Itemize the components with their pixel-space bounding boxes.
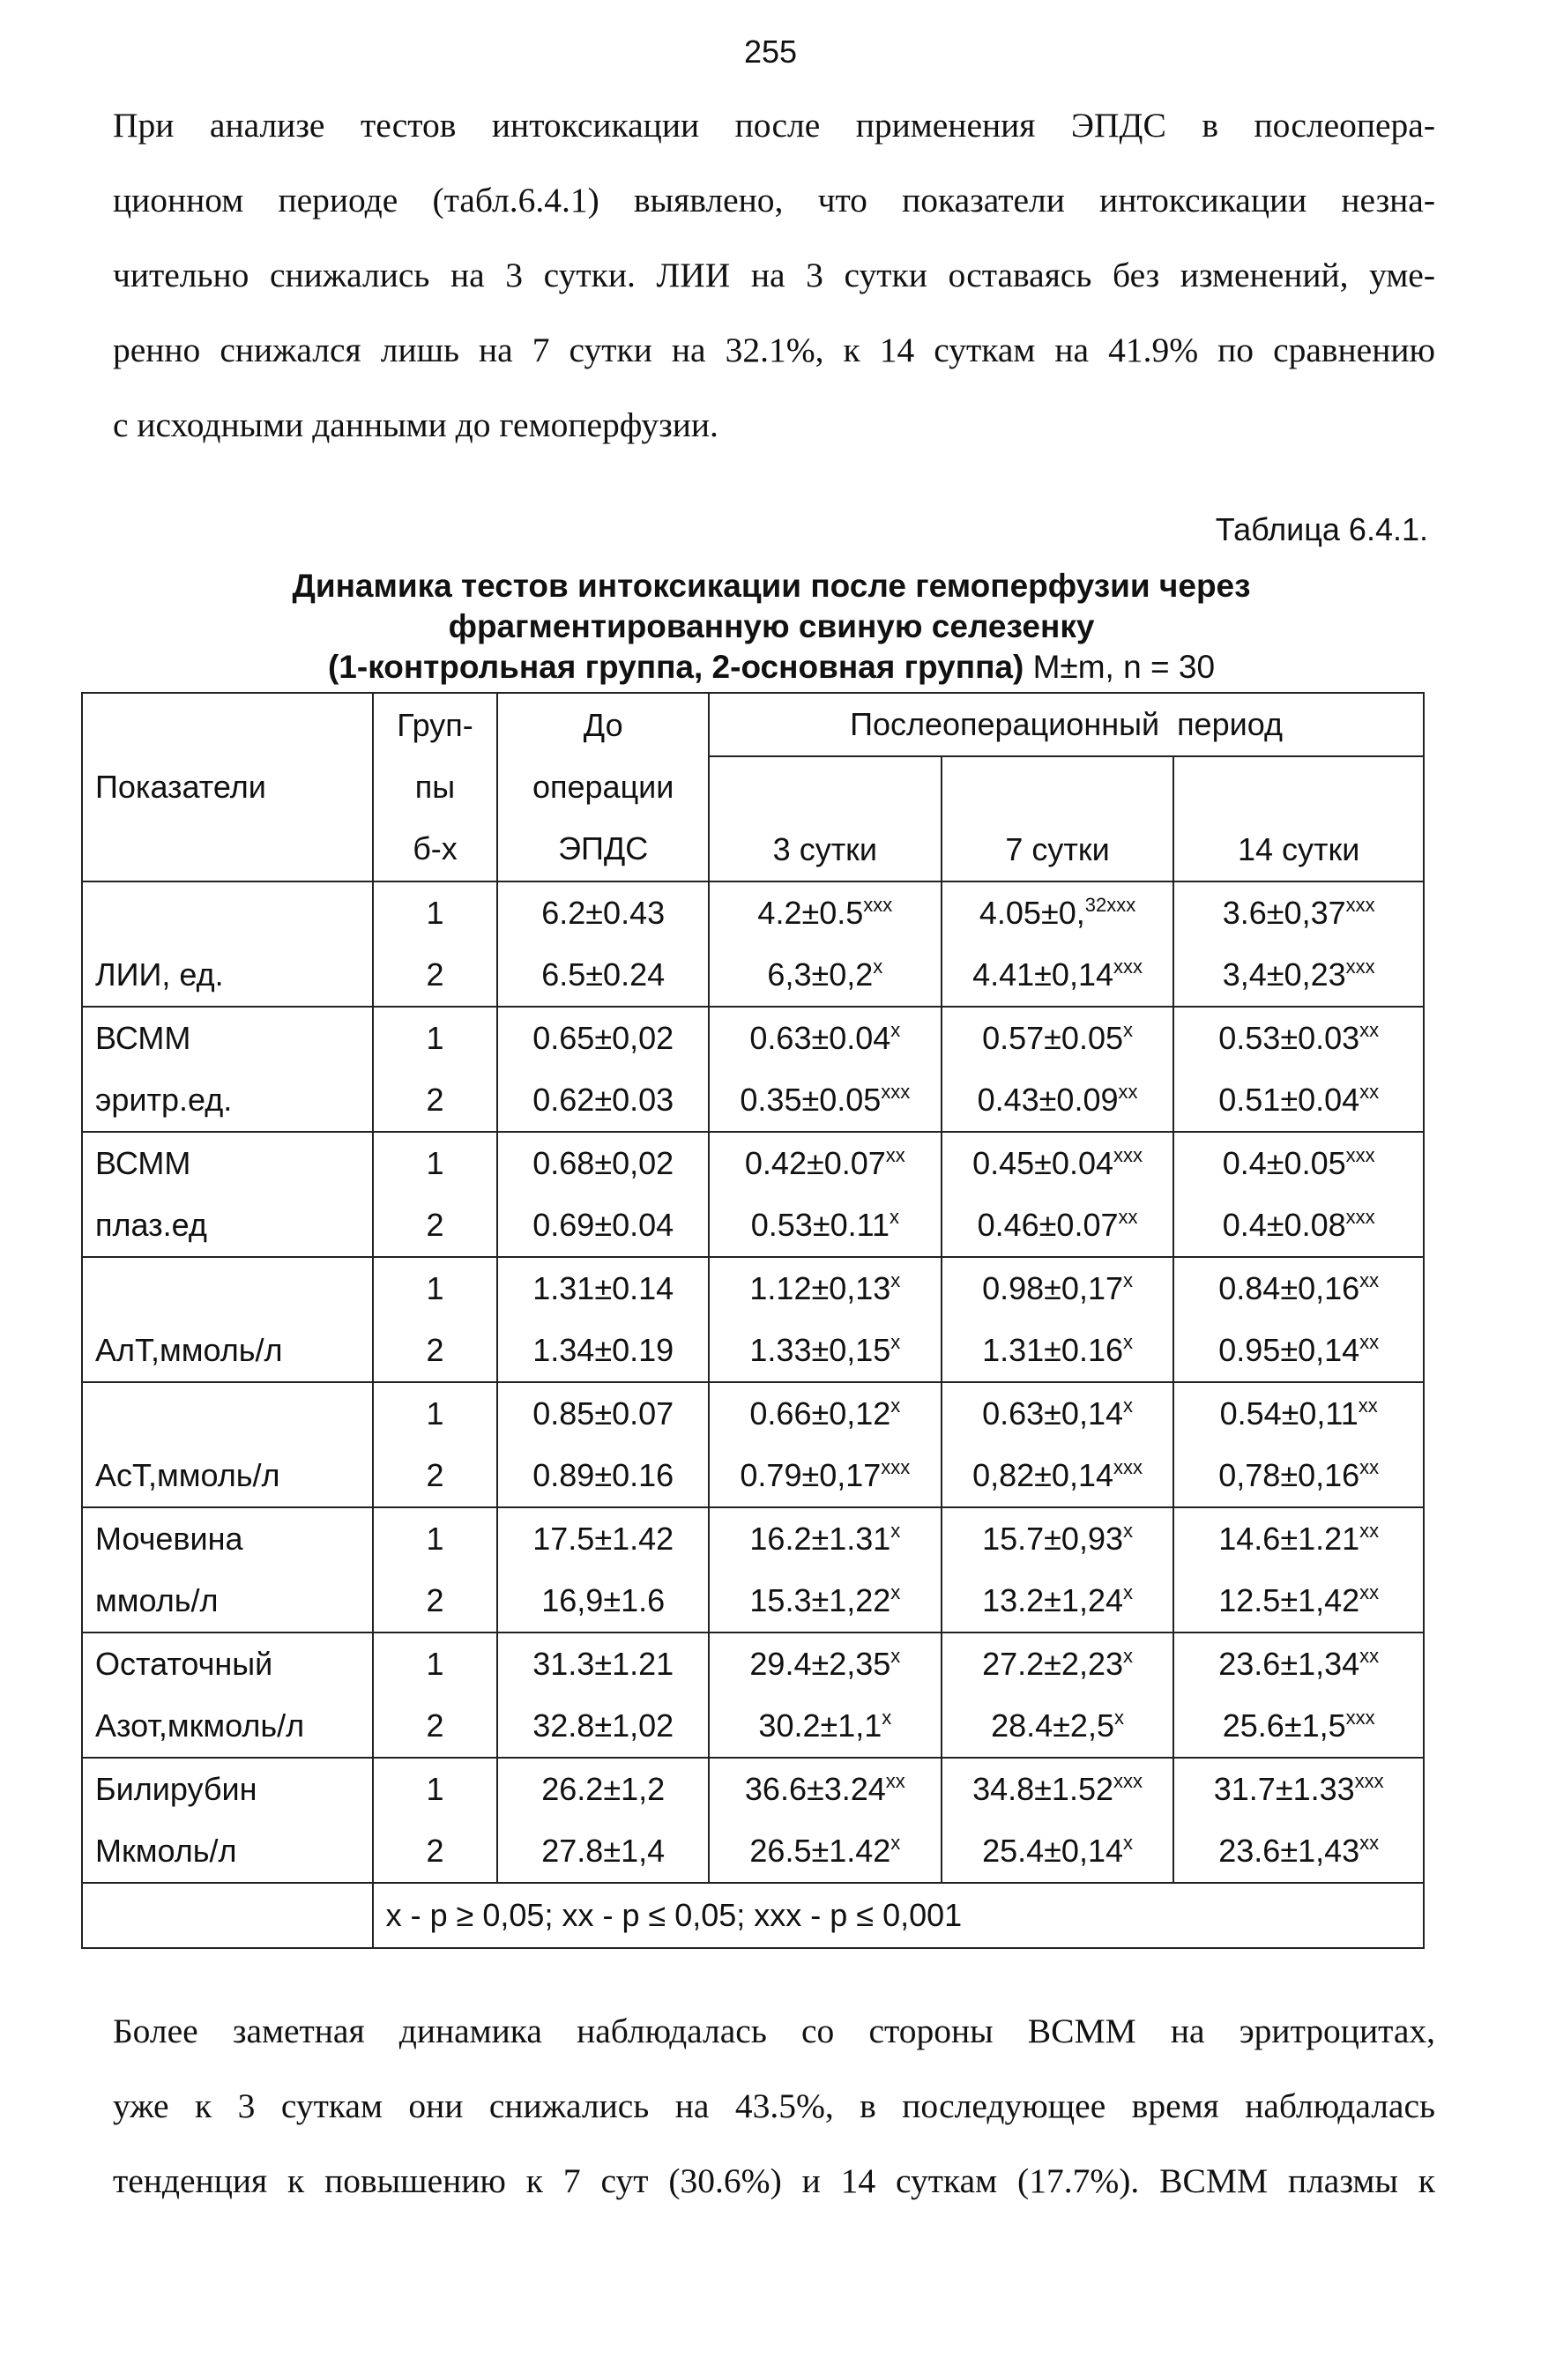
header-line: Груп- <box>397 707 473 743</box>
before-op-cell-line: 0.85±0.07 <box>532 1395 674 1432</box>
before-op-cell <box>497 881 709 1007</box>
group-cell-line: 1 <box>426 1020 444 1056</box>
significance-mark: x <box>1122 1395 1133 1417</box>
table-title-line2: фрагментированную свиную селезенку <box>448 608 1095 644</box>
before-op-cell-line: 16,9±1.6 <box>541 1582 666 1618</box>
paragraph-line: При анализе тестов интоксикации после применения ЭПДС в послеопера- <box>113 106 1435 145</box>
before-op-cell-line: 0.68±0,02 <box>532 1145 674 1181</box>
day7-cell-line: $27.2\pm 2,23^x$ <box>982 1645 1133 1682</box>
indicator-cell-line: ВСММ <box>95 1020 191 1056</box>
paragraph-line: ренно снижался лишь на 7 сутки на 32.1%, к 14 суткам на 41.9% по сравнению <box>113 331 1435 369</box>
day14-cell-line: $0.84\pm 0,16^{xx}$ <box>1218 1269 1380 1306</box>
day7-cell-line: $25.4\pm 0,14^x$ <box>982 1832 1133 1869</box>
table-row <box>82 1007 1424 1132</box>
group-cell-line: 2 <box>426 956 444 993</box>
before-op-cell-line: 6.2±0.43 <box>541 895 666 931</box>
before-op-cell-line: 27.8±1,4 <box>541 1833 666 1869</box>
table-row <box>82 1382 1424 1507</box>
significance-mark: x <box>1122 1269 1133 1291</box>
paragraph-line: чительно снижались на 3 сутки. ЛИИ на 3 сутки оставаясь без изменений, уме- <box>113 256 1435 294</box>
significance-mark: x <box>873 956 883 978</box>
significance-mark: xxx <box>1345 1144 1375 1166</box>
significance-mark: x <box>890 1520 901 1542</box>
table-title <box>79 566 1463 688</box>
group-cell <box>373 1132 498 1257</box>
day14-cell <box>1173 1257 1424 1382</box>
day3-cell <box>709 1132 942 1257</box>
table-row <box>82 1507 1424 1633</box>
before-op-cell <box>497 1758 709 1883</box>
group-cell <box>373 1007 498 1132</box>
day3-cell <box>709 881 942 1007</box>
day7-cell-line: $0.46\pm 0.07^{xx}$ <box>977 1206 1138 1243</box>
indicator-cell-line: Остаточный <box>95 1646 273 1682</box>
group-cell-line: 1 <box>426 1521 444 1557</box>
significance-mark: xxx <box>863 894 893 916</box>
significance-mark: xx <box>1359 1645 1380 1667</box>
group-cell <box>373 1507 498 1633</box>
paragraph-continued <box>113 1994 1435 2219</box>
significance-mark: x <box>890 1645 901 1667</box>
indicator-cell-line <box>95 1383 367 1445</box>
indicator-cell-line: Мкмоль/л <box>95 1833 237 1869</box>
day3-cell-line: $0.79\pm 0,17^{xxx}$ <box>740 1456 911 1493</box>
day3-cell-line: $1.33\pm 0,15^x$ <box>749 1331 901 1368</box>
day14-cell-line: $23.6\pm 1,34^{xx}$ <box>1218 1645 1380 1682</box>
day7-cell-line: $1.31\pm 0.16^x$ <box>982 1331 1133 1368</box>
indicator-cell-line: Билирубин <box>95 1771 257 1807</box>
day3-cell-line: $4.2\pm 0.5^{xxx}$ <box>757 894 893 931</box>
day14-cell-line: $14.6\pm 1.21^{xx}$ <box>1218 1520 1380 1557</box>
day14-cell <box>1173 1132 1424 1257</box>
day7-cell <box>942 1382 1174 1507</box>
day3-cell-line: $36.6\pm 3.24^{xx}$ <box>744 1770 905 1807</box>
indicator-cell <box>82 1633 373 1758</box>
day7-cell-line: $0,82\pm 0,14^{xxx}$ <box>972 1456 1143 1493</box>
day7-cell-line: $0.45\pm 0.04^{xxx}$ <box>972 1144 1143 1181</box>
before-op-cell-line: 0.65±0,02 <box>532 1020 674 1056</box>
day3-cell-line: $26.5\pm 1.42^x$ <box>749 1832 901 1869</box>
before-op-cell-line: 26.2±1,2 <box>541 1771 666 1807</box>
intoxication-table <box>81 692 1425 1949</box>
significance-mark: x <box>1122 1832 1133 1854</box>
day14-cell-line: $23.6\pm 1,43^{xx}$ <box>1218 1832 1380 1869</box>
significance-mark: xx <box>1118 1206 1138 1228</box>
group-cell-line: 1 <box>426 1395 444 1432</box>
day3-cell <box>709 1758 942 1883</box>
significance-mark: xxx <box>881 1081 911 1103</box>
before-op-cell <box>497 1633 709 1758</box>
group-cell-line: 1 <box>426 1145 444 1181</box>
paragraph-line: Более заметная динамика наблюдалась со стороны ВСММ на эритроцитах, <box>113 2012 1435 2050</box>
group-cell-line: 2 <box>426 1833 444 1869</box>
table-row <box>82 881 1424 1007</box>
day3-cell-line: $6,3\pm 0,2^x$ <box>767 956 883 993</box>
day7-cell-line: $13.2\pm 1,24^x$ <box>982 1581 1133 1618</box>
header-indicator: Показатели <box>82 693 373 881</box>
significance-mark: xxx <box>1345 894 1375 916</box>
significance-mark: x <box>882 1707 892 1729</box>
day3-cell-line: $0.66\pm 0,12^x$ <box>749 1395 901 1432</box>
before-op-cell-line: 1.31±0.14 <box>532 1270 674 1306</box>
day7-cell <box>942 1507 1174 1633</box>
before-op-cell <box>497 1507 709 1633</box>
day14-cell <box>1173 881 1424 1007</box>
significance-mark: xxx <box>1345 1707 1375 1729</box>
paragraph-line: уже к 3 суткам они снижались на 43.5%, в последующее время наблюдалась <box>113 2086 1435 2125</box>
header-day14: 14 сутки <box>1173 756 1424 881</box>
footnote-spacer <box>82 1883 373 1948</box>
group-cell-line: 2 <box>426 1332 444 1368</box>
day3-cell-line: $29.4\pm 2,35^x$ <box>749 1645 901 1682</box>
day7-cell <box>942 1758 1174 1883</box>
before-op-cell <box>497 1257 709 1382</box>
day14-cell-line: $0.51\pm 0.04^{xx}$ <box>1218 1081 1380 1118</box>
group-cell-line: 1 <box>426 895 444 931</box>
header-before-operation <box>497 693 709 881</box>
day7-cell-line: $4.41\pm 0,14^{xxx}$ <box>972 956 1143 993</box>
significance-mark: xx <box>1359 1331 1380 1353</box>
before-op-cell <box>497 1382 709 1507</box>
significance-mark: xxx <box>1354 1770 1384 1792</box>
day3-cell <box>709 1257 942 1382</box>
significance-mark: x <box>1122 1581 1133 1603</box>
significance-mark: x <box>1113 1707 1124 1729</box>
significance-mark: x <box>1122 1520 1133 1542</box>
paragraph-line: с исходными данными до гемоперфузии. <box>113 405 718 444</box>
indicator-cell <box>82 1382 373 1507</box>
paragraph-line: тенденция к повышению к 7 сут (30.6%) и 14 суткам (17.7%). ВСММ плазмы к <box>113 2161 1435 2200</box>
indicator-cell-line: ВСММ <box>95 1145 191 1181</box>
group-cell-line: 2 <box>426 1707 444 1744</box>
significance-mark: xxx <box>1345 956 1375 978</box>
day14-cell-line: $3.6\pm 0,37^{xxx}$ <box>1222 894 1375 931</box>
day7-cell-line: 4.05±0,$^{32xxx}$ <box>979 894 1136 931</box>
significance-mark: 32xxx <box>1084 894 1136 916</box>
day14-cell <box>1173 1507 1424 1633</box>
group-cell <box>373 881 498 1007</box>
significance-mark: xx <box>885 1770 905 1792</box>
group-cell-line: 2 <box>426 1082 444 1118</box>
day14-cell-line: $0.54\pm 0,11^{xx}$ <box>1219 1395 1378 1432</box>
day3-cell-line: $0.63\pm 0.04^x$ <box>749 1019 901 1056</box>
day14-cell-line: $0,78\pm 0,16^{xx}$ <box>1218 1456 1380 1493</box>
header-groups <box>373 693 498 881</box>
significance-mark: x <box>890 1832 901 1854</box>
before-op-cell-line: 6.5±0.24 <box>541 956 666 993</box>
before-op-cell-line: 17.5±1.42 <box>532 1521 674 1557</box>
day3-cell <box>709 1382 942 1507</box>
header-day7: 7 сутки <box>942 756 1174 881</box>
day3-cell-line: $0.53\pm 0.11^x$ <box>750 1206 899 1243</box>
indicator-cell-line <box>95 1258 367 1320</box>
significance-mark: xx <box>1359 1019 1380 1041</box>
significance-mark: x <box>890 1395 901 1417</box>
table-title-line1: Динамика тестов интоксикации после гемоперфузии через <box>292 568 1251 604</box>
day3-cell <box>709 1007 942 1132</box>
indicator-cell-line: плаз.ед <box>95 1207 207 1243</box>
significance-mark: xxx <box>1113 1144 1143 1166</box>
group-cell-line: 1 <box>426 1646 444 1682</box>
indicator-cell-line: АлТ,ммоль/л <box>95 1332 283 1368</box>
significance-mark: xx <box>1118 1081 1138 1103</box>
group-cell <box>373 1633 498 1758</box>
day7-cell <box>942 1257 1174 1382</box>
day3-cell-line: $0.35\pm 0.05^{xxx}$ <box>740 1081 911 1118</box>
day14-cell-line: $0.4\pm 0.08^{xxx}$ <box>1222 1206 1375 1243</box>
significance-mark: x <box>1122 1019 1133 1041</box>
significance-mark: xxx <box>1113 1770 1143 1792</box>
significance-mark: x <box>890 1581 901 1603</box>
day3-cell <box>709 1507 942 1633</box>
group-cell-line: 2 <box>426 1582 444 1618</box>
paragraph-line: ционном периоде (табл.6.4.1) выявлено, что показатели интоксикации незна- <box>113 181 1435 219</box>
indicator-cell <box>82 1007 373 1132</box>
day14-cell <box>1173 1758 1424 1883</box>
indicator-cell-line: Азот,мкмоль/л <box>95 1707 305 1744</box>
day14-cell <box>1173 1633 1424 1758</box>
significance-mark: xx <box>1359 1520 1380 1542</box>
header-line: До <box>583 707 623 743</box>
indicator-cell <box>82 1257 373 1382</box>
significance-mark: x <box>890 1019 901 1041</box>
day14-cell <box>1173 1007 1424 1132</box>
group-cell <box>373 1382 498 1507</box>
page-number: 255 <box>743 33 798 70</box>
header-line: ЭПДС <box>558 830 649 866</box>
indicator-cell-line: Мочевина <box>95 1521 243 1557</box>
significance-mark: x <box>1122 1645 1133 1667</box>
before-op-cell-line: 32.8±1,02 <box>532 1707 674 1744</box>
table-label: Таблица 6.4.1. <box>1215 511 1428 547</box>
day14-cell-line: $0.4\pm 0.05^{xxx}$ <box>1222 1144 1375 1181</box>
day14-cell-line: $12.5\pm 1,42^{xx}$ <box>1218 1581 1380 1618</box>
day7-cell <box>942 881 1174 1007</box>
table-title-stats: M±m, n = 30 <box>1024 649 1216 685</box>
day7-cell-line: $0.57\pm 0.05^x$ <box>982 1019 1133 1056</box>
significance-mark: xx <box>1359 1269 1380 1291</box>
table-row <box>82 1257 1424 1382</box>
significance-mark: xx <box>1358 1395 1378 1417</box>
significance-mark: xx <box>1359 1456 1380 1478</box>
day7-cell-line: $34.8\pm 1.52^{xxx}$ <box>972 1770 1143 1807</box>
day3-cell-line: $30.2\pm 1,1^x$ <box>758 1707 892 1744</box>
significance-mark: xx <box>1359 1081 1380 1103</box>
paragraph-intro <box>113 88 1435 463</box>
table-row <box>82 1758 1424 1883</box>
before-op-cell-line: 1.34±0.19 <box>532 1332 674 1368</box>
significance-mark: xxx <box>1113 1456 1143 1478</box>
day14-cell-line: $31.7\pm 1.33^{xxx}$ <box>1213 1770 1384 1807</box>
header-line: б-х <box>413 830 458 866</box>
indicator-cell-line: ммоль/л <box>95 1582 219 1618</box>
day7-cell <box>942 1132 1174 1257</box>
indicator-cell-line: ЛИИ, ед. <box>95 956 224 993</box>
day3-cell-line: $15.3\pm 1,22^x$ <box>749 1581 901 1618</box>
significance-mark: xx <box>885 1144 905 1166</box>
before-op-cell-line: 0.62±0.03 <box>532 1082 674 1118</box>
header-postop-period: Послеоперационный период <box>709 693 1424 756</box>
significance-mark: xx <box>1359 1581 1380 1603</box>
indicator-cell-line: эритр.ед. <box>95 1082 233 1118</box>
day7-cell-line: $28.4\pm 2,5^x$ <box>991 1707 1124 1744</box>
day3-cell-line: $0.42\pm 0.07^{xx}$ <box>744 1144 905 1181</box>
group-cell-line: 2 <box>426 1207 444 1243</box>
significance-mark: x <box>890 1331 901 1353</box>
day7-cell-line: $0.63\pm 0,14^x$ <box>982 1395 1133 1432</box>
table-title-line3: (1-контрольная группа, 2-основная группа) <box>327 649 1024 685</box>
indicator-cell-line: АсТ,ммоль/л <box>95 1457 280 1493</box>
day3-cell <box>709 1633 942 1758</box>
day14-cell-line: $3,4\pm 0,23^{xxx}$ <box>1222 956 1375 993</box>
significance-mark: x <box>890 1269 901 1291</box>
indicator-cell <box>82 881 373 1007</box>
significance-mark: x <box>889 1206 899 1228</box>
significance-mark: xxx <box>1113 956 1143 978</box>
before-op-cell-line: 0.69±0.04 <box>532 1207 674 1243</box>
day7-cell-line: $15.7\pm 0,93^x$ <box>982 1520 1133 1557</box>
indicator-cell-line <box>95 882 367 944</box>
significance-mark: xx <box>1359 1832 1380 1854</box>
day7-cell <box>942 1633 1174 1758</box>
indicator-cell <box>82 1507 373 1633</box>
group-cell-line: 1 <box>426 1270 444 1306</box>
significance-mark: x <box>1122 1331 1133 1353</box>
header-day3: 3 сутки <box>709 756 942 881</box>
day3-cell-line: $16.2\pm 1.31^x$ <box>749 1520 901 1557</box>
table-row <box>82 1132 1424 1257</box>
day14-cell <box>1173 1382 1424 1507</box>
group-cell <box>373 1257 498 1382</box>
intoxication-table-wrap <box>81 692 1425 1944</box>
significance-mark: xxx <box>881 1456 911 1478</box>
group-cell-line: 1 <box>426 1771 444 1807</box>
before-op-cell <box>497 1007 709 1132</box>
day7-cell-line: $0.43\pm 0.09^{xx}$ <box>977 1081 1138 1118</box>
day14-cell-line: $0.53\pm 0.03^{xx}$ <box>1218 1019 1380 1056</box>
before-op-cell-line: 31.3±1.21 <box>532 1646 674 1682</box>
group-cell <box>373 1758 498 1883</box>
before-op-cell <box>497 1132 709 1257</box>
day14-cell-line: $0.95\pm 0,14^{xx}$ <box>1218 1331 1380 1368</box>
indicator-cell <box>82 1758 373 1883</box>
header-line: пы <box>414 769 456 805</box>
header-line: операции <box>532 769 674 805</box>
significance-mark: xxx <box>1345 1206 1375 1228</box>
table-footnote: x - p ≥ 0,05; xx - p ≤ 0,05; xxx - p ≤ 0,001 <box>373 1883 1424 1948</box>
day7-cell-line: $0.98\pm 0,17^x$ <box>982 1269 1133 1306</box>
day3-cell-line: $1.12\pm 0,13^x$ <box>749 1269 901 1306</box>
table-row <box>82 1633 1424 1758</box>
before-op-cell-line: 0.89±0.16 <box>532 1457 674 1493</box>
day14-cell-line: $25.6\pm 1,5^{xxx}$ <box>1222 1707 1375 1744</box>
group-cell-line: 2 <box>426 1457 444 1493</box>
day7-cell <box>942 1007 1174 1132</box>
indicator-cell <box>82 1132 373 1257</box>
